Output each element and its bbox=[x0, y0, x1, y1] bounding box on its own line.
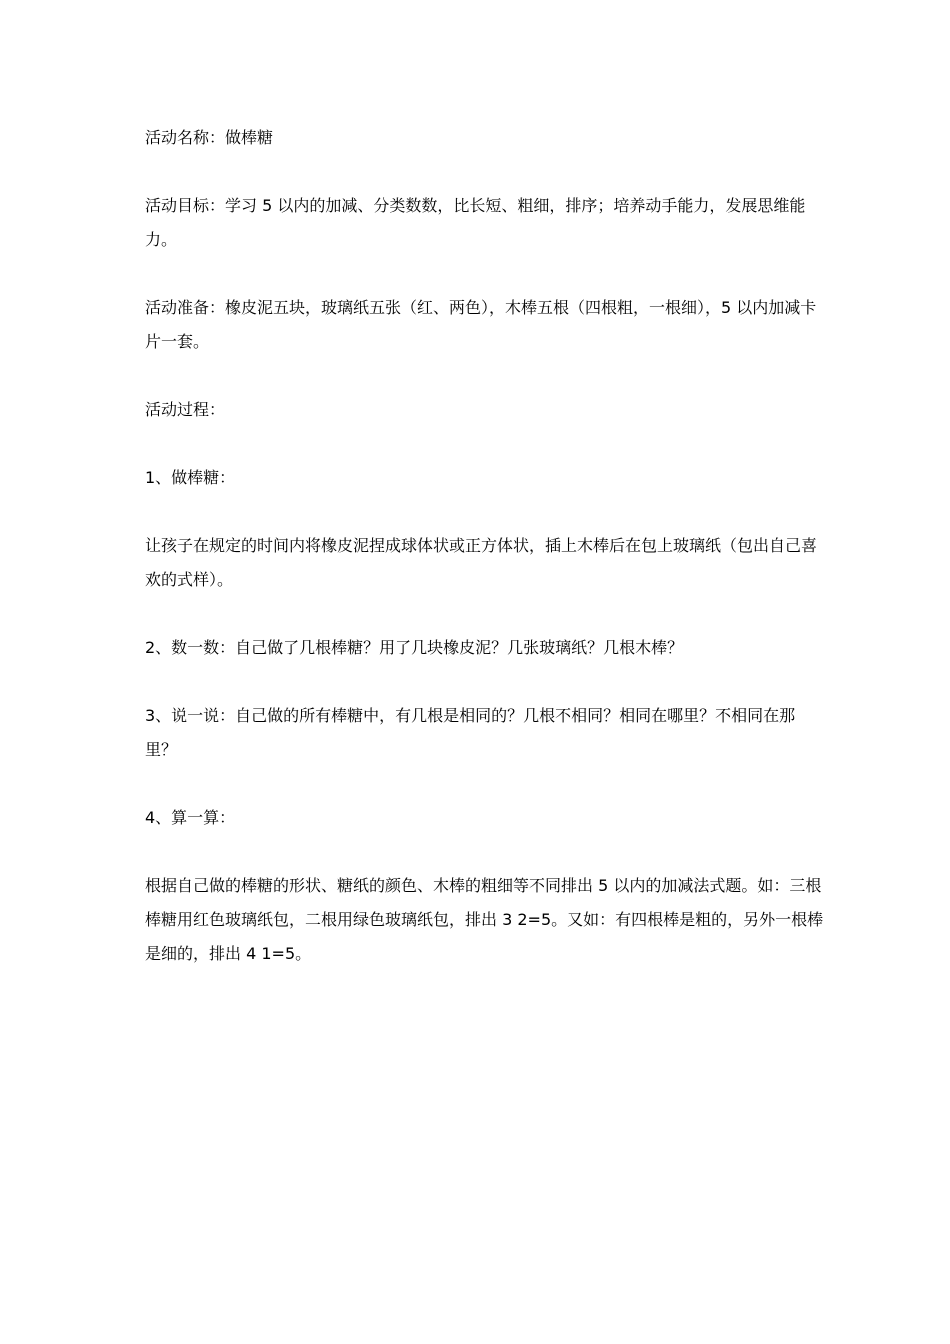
paragraph-spacer bbox=[145, 427, 825, 461]
document-body bbox=[145, 121, 825, 971]
paragraph-spacer bbox=[145, 835, 825, 869]
activity-name: 活动名称：做棒糖 bbox=[145, 128, 274, 147]
paragraph-spacer bbox=[145, 767, 825, 801]
paragraph-spacer bbox=[145, 665, 825, 699]
paragraph-spacer bbox=[145, 155, 825, 189]
step-4-description: 根据自己做的棒糖的形状、糖纸的颜色、木棒的粗细等不同排出 5 以内的加减法式题。如：三根棒糖用红色玻璃纸包，二根用绿色玻璃纸包，排出 3 2=5。又如：有四根棒是粗的，另外一根棒是细的，排出 4 1=5。 bbox=[145, 876, 824, 963]
paragraph-spacer bbox=[145, 257, 825, 291]
paragraph-spacer bbox=[145, 359, 825, 393]
activity-process-heading: 活动过程： bbox=[145, 400, 226, 419]
activity-preparation: 活动准备：橡皮泥五块，玻璃纸五张（红、两色），木棒五根（四根粗，一根细），5 以内加减卡片一套。 bbox=[145, 298, 817, 351]
paragraph-spacer bbox=[145, 495, 825, 529]
activity-goal: 活动目标：学习 5 以内的加减、分类数数，比长短、粗细，排序；培养动手能力，发展思维能力。 bbox=[145, 196, 806, 249]
paragraph-spacer bbox=[145, 597, 825, 631]
step-1-description: 让孩子在规定的时间内将橡皮泥捏成球体状或正方体状，插上木棒后在包上玻璃纸（包出自己喜欢的式样）。 bbox=[145, 536, 818, 589]
step-3-discuss: 3、说一说：自己做的所有棒糖中，有几根是相同的？几根不相同？相同在哪里？不相同在那里？ bbox=[145, 706, 796, 759]
step-4-heading: 4、算一算： bbox=[145, 808, 236, 827]
step-1-heading: 1、做棒糖： bbox=[145, 468, 236, 487]
step-2-count: 2、数一数：自己做了几根棒糖？用了几块橡皮泥？几张玻璃纸？几根木棒？ bbox=[145, 638, 684, 657]
